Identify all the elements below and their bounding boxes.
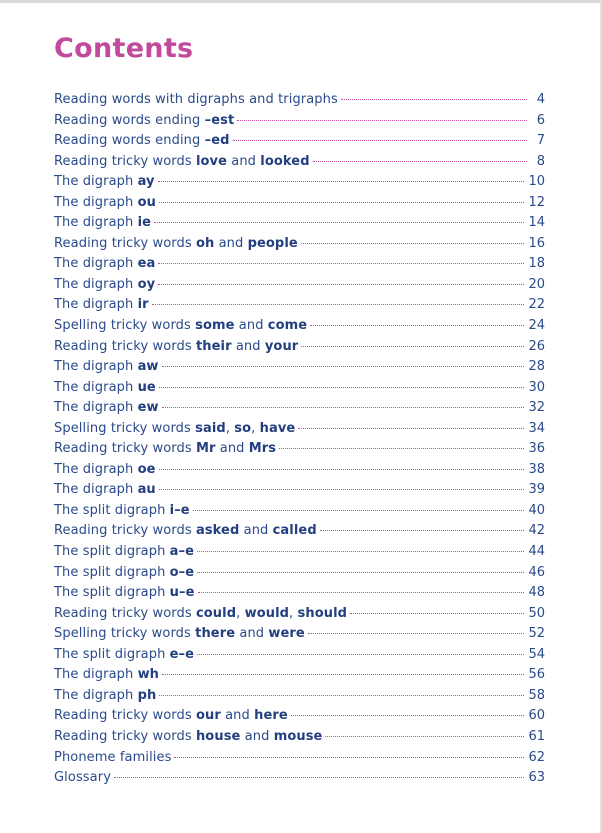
toc-page-number: 48 [528,585,545,601]
toc-entry-label [54,686,156,707]
toc-entry-label [54,337,298,358]
toc-page-number: 6 [536,112,545,128]
toc-entry-text: and [220,708,255,724]
toc-page-number: 60 [528,708,545,724]
toc-entry-keyword: o–e [169,564,195,580]
toc-entry-text: Spelling tricky words [54,420,196,436]
toc-entry-text: Reading tricky words [54,708,196,724]
dot-leader [298,428,524,429]
toc-entry[interactable] [54,748,545,769]
dot-leader [154,222,524,223]
toc-entry-label [54,152,310,173]
toc-entry[interactable] [54,501,545,522]
toc-page-number: 24 [528,318,545,334]
toc-entry-label [54,316,307,337]
toc-entry-keyword: Mrs [248,441,277,457]
toc-page-number: 26 [528,338,545,354]
toc-entry[interactable] [54,172,545,193]
dot-leader [237,120,527,121]
toc-page-number: 36 [528,441,545,457]
toc-entry[interactable] [54,111,545,132]
toc-entry-keyword: ew [137,400,159,416]
toc-entry-text: The digraph [54,482,138,498]
toc-entry-label [54,193,156,214]
toc-entry[interactable] [54,234,545,255]
toc-entry-text: and [235,626,269,642]
toc-entry-keyword: have [259,420,296,436]
dot-leader [159,202,525,203]
toc-entry-label [54,563,194,584]
dot-leader [320,530,525,531]
contents-list [54,90,545,789]
toc-entry-text: Spelling tricky words [54,318,196,334]
toc-entry-label [54,706,288,727]
toc-entry-keyword: –est [204,112,235,128]
toc-entry[interactable] [54,460,545,481]
toc-entry[interactable] [54,521,545,542]
toc-entry-text: The digraph [54,215,138,231]
toc-entry[interactable] [54,295,545,316]
toc-page-number: 62 [528,749,545,765]
toc-page-number: 63 [528,770,545,786]
toc-entry-keyword: people [247,235,298,251]
dot-leader [159,469,525,470]
toc-page-number: 44 [528,544,545,560]
toc-page-number: 52 [528,626,545,642]
toc-entry-text: The split digraph [54,646,170,662]
toc-entry-label [54,501,190,522]
toc-entry[interactable] [54,254,545,275]
toc-entry-text: The digraph [54,256,138,272]
toc-entry-keyword: u–e [169,585,195,601]
toc-entry-keyword: love [195,153,228,169]
toc-entry-label [54,295,149,316]
dot-leader [197,551,524,552]
toc-page-number: 20 [528,276,545,292]
dot-leader [310,325,524,326]
toc-entry-keyword: there [195,626,236,642]
toc-entry-text: and [234,318,268,334]
toc-entry-text: Spelling tricky words [54,626,196,642]
dot-leader [350,613,524,614]
toc-entry-keyword: e–e [169,646,195,662]
page-title: Contents [54,33,194,64]
toc-entry-keyword: would [244,605,290,621]
toc-entry[interactable] [54,398,545,419]
toc-entry-keyword: our [195,708,221,724]
toc-entry-keyword: should [297,605,348,621]
dot-leader [162,407,525,408]
toc-entry-text: The digraph [54,194,138,210]
toc-entry[interactable] [54,193,545,214]
dot-leader [114,777,524,778]
toc-entry-text: The digraph [54,687,138,703]
dot-leader [301,243,525,244]
toc-entry-label [54,768,111,789]
toc-page-number: 18 [528,256,545,272]
toc-page-number: 61 [528,728,545,744]
toc-entry-keyword: ie [137,215,152,231]
toc-entry-label [54,542,194,563]
toc-entry-keyword: ea [137,256,156,272]
toc-page-number: 8 [536,153,545,169]
toc-entry-keyword: asked [195,523,240,539]
toc-entry-text: Reading tricky words [54,338,196,354]
dot-leader [291,715,525,716]
toc-entry-label [54,604,347,625]
toc-entry-label [54,419,295,440]
toc-entry[interactable] [54,645,545,666]
dot-leader [158,263,524,264]
dot-leader [159,489,525,490]
toc-entry-keyword: Mr [195,441,216,457]
toc-page-number: 42 [528,523,545,539]
toc-entry-text: Reading tricky words [54,441,196,457]
toc-entry-label [54,439,276,460]
toc-entry[interactable] [54,337,545,358]
dot-leader [197,572,524,573]
toc-entry-label [54,727,322,748]
toc-entry-keyword: could [195,605,237,621]
toc-entry-text: Reading tricky words [54,728,196,744]
toc-entry-text: and [240,728,274,744]
toc-entry-keyword: so [234,420,252,436]
toc-entry-label [54,521,317,542]
dot-leader [159,695,524,696]
toc-entry-label [54,90,338,111]
toc-entry-keyword: some [195,318,235,334]
dot-leader [308,633,525,634]
toc-entry[interactable] [54,686,545,707]
toc-entry-text: The digraph [54,174,138,190]
toc-entry[interactable] [54,542,545,563]
toc-entry-keyword: aw [137,359,159,375]
toc-entry-text: The split digraph [54,564,170,580]
toc-entry-keyword: ue [137,379,156,395]
toc-entry-text: , [289,605,298,621]
dot-leader [152,304,525,305]
toc-entry-label [54,131,230,152]
toc-entry[interactable] [54,439,545,460]
toc-entry-keyword: looked [260,153,310,169]
toc-entry-text: The digraph [54,276,138,292]
toc-entry-text: and [215,441,249,457]
toc-entry-label [54,357,159,378]
toc-entry-label [54,398,159,419]
toc-page-number: 32 [528,400,545,416]
toc-page-number: 14 [528,215,545,231]
toc-entry-text: Reading words ending [54,133,205,149]
toc-entry-label [54,378,156,399]
dot-leader [162,366,525,367]
toc-entry[interactable] [54,316,545,337]
toc-entry[interactable] [54,90,545,111]
dot-leader [301,346,524,347]
toc-entry-text: , [251,420,260,436]
toc-entry-label [54,213,151,234]
toc-entry-text: and [214,235,248,251]
toc-page-number: 46 [528,564,545,580]
toc-entry-keyword: were [268,626,305,642]
toc-entry[interactable] [54,604,545,625]
toc-page-number: 22 [528,297,545,313]
toc-entry-text: Reading tricky words [54,523,196,539]
toc-entry-keyword: here [254,708,288,724]
toc-entry-keyword: your [264,338,299,354]
toc-entry-text: Reading words with digraphs and trigraphs [54,92,338,107]
toc-entry-text: Reading words ending [54,112,205,128]
toc-entry[interactable] [54,706,545,727]
toc-entry-text: The split digraph [54,502,170,518]
toc-entry-text: The digraph [54,297,138,313]
dot-leader [198,592,525,593]
toc-entry-keyword: called [272,523,317,539]
top-border [0,0,602,3]
toc-page-number: 12 [528,194,545,210]
dot-leader [162,674,524,675]
toc-entry[interactable] [54,563,545,584]
toc-page-number: 40 [528,502,545,518]
toc-entry-text: The digraph [54,359,138,375]
toc-page-number: 28 [528,359,545,375]
toc-entry-keyword: house [195,728,241,744]
toc-entry-label [54,624,305,645]
toc-page-number: 7 [536,133,545,149]
dot-leader [158,181,525,182]
toc-entry[interactable] [54,131,545,152]
dot-leader [325,736,524,737]
toc-entry[interactable] [54,357,545,378]
toc-page-number: 10 [528,174,545,190]
toc-entry-keyword: their [195,338,232,354]
toc-entry-text: Reading tricky words [54,235,196,251]
toc-entry-text: , [225,420,235,436]
dot-leader [174,757,524,758]
toc-entry-text: Phoneme families [54,749,172,765]
toc-entry-keyword: ir [137,297,149,313]
dot-leader [193,510,525,511]
toc-entry-keyword: a–e [169,544,195,560]
dot-leader [313,161,527,162]
toc-entry-keyword: ph [137,687,157,703]
toc-entry-keyword: mouse [273,728,323,744]
toc-page-number: 30 [528,379,545,395]
toc-entry-text: The digraph [54,461,138,477]
toc-page-number: 39 [528,482,545,498]
toc-entry[interactable] [54,583,545,604]
toc-entry-keyword: wh [137,667,160,683]
toc-entry-label [54,748,171,769]
toc-entry[interactable] [54,624,545,645]
toc-entry[interactable] [54,727,545,748]
toc-entry-label [54,480,156,501]
toc-entry-label [54,583,195,604]
dot-leader [233,140,527,141]
toc-entry-keyword: come [267,318,308,334]
toc-entry-text: and [239,523,273,539]
toc-entry-label [54,234,298,255]
toc-entry[interactable] [54,213,545,234]
toc-entry-label [54,665,159,686]
toc-entry-keyword: –ed [204,133,230,149]
toc-entry-text: The split digraph [54,544,170,560]
toc-page-number: 50 [528,605,545,621]
toc-entry-keyword: oe [137,461,156,477]
toc-entry-text: The split digraph [54,585,170,601]
toc-entry-keyword: oy [137,276,156,292]
toc-entry[interactable] [54,768,545,789]
dot-leader [158,284,524,285]
dot-leader [159,387,525,388]
toc-entry-keyword: au [137,482,156,498]
toc-page-number: 38 [528,461,545,477]
toc-entry-keyword: ay [137,174,155,190]
toc-entry-text: and [227,153,261,169]
toc-entry-keyword: oh [195,235,215,251]
toc-entry-text: , [236,605,245,621]
toc-entry-label [54,111,234,132]
toc-page-number: 56 [528,667,545,683]
dot-leader [279,448,524,449]
toc-entry[interactable] [54,480,545,501]
toc-entry-keyword: i–e [169,502,190,518]
toc-entry[interactable] [54,378,545,399]
toc-entry-text: The digraph [54,667,138,683]
toc-entry-label [54,275,155,296]
toc-page-number: 4 [536,92,545,107]
dot-leader [197,654,524,655]
toc-page-number: 34 [528,420,545,436]
toc-entry-text: The digraph [54,400,138,416]
toc-entry[interactable] [54,419,545,440]
toc-entry-label [54,254,155,275]
toc-page-number: 54 [528,646,545,662]
toc-entry-label [54,645,194,666]
toc-entry-text: and [231,338,265,354]
toc-entry-label [54,172,155,193]
toc-entry[interactable] [54,152,545,173]
toc-entry-keyword: said [195,420,226,436]
toc-entry[interactable] [54,275,545,296]
toc-entry-text: Reading tricky words [54,605,196,621]
toc-entry-text: Glossary [54,770,111,786]
toc-page-number: 58 [528,687,545,703]
toc-entry-label [54,460,156,481]
toc-entry-text: The digraph [54,379,138,395]
dot-leader [341,99,527,100]
toc-page-number: 16 [528,235,545,251]
toc-entry[interactable] [54,665,545,686]
toc-entry-text: Reading tricky words [54,153,196,169]
toc-entry-keyword: ou [137,194,156,210]
